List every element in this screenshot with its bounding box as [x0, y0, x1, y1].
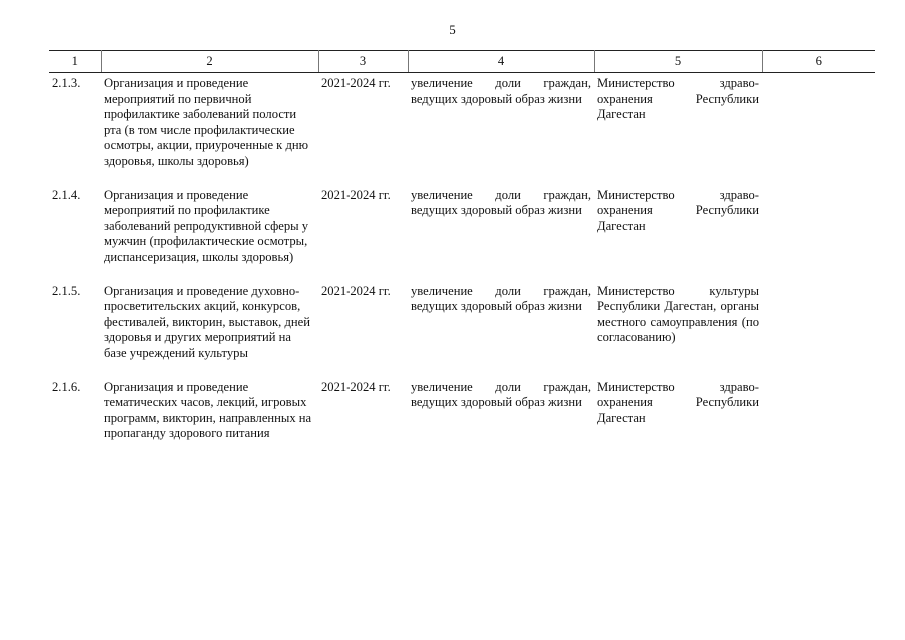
table-header-row: [49, 51, 875, 73]
activity-cell: Организация и проведение духовно-просветительских акций, конкурсов, фестивалей, викторин, выставок, дней здоровья и других мероприятий на базе учреждений культуры: [104, 283, 310, 360]
row-number: 2.1.4.: [52, 187, 81, 202]
term-cell: 2021-2024 гг.: [321, 187, 391, 202]
note-cell: [762, 73, 875, 185]
executor-cell: Министерство здраво-охранения Республики Дагестан: [597, 379, 759, 425]
column-header-3: 3: [318, 51, 408, 73]
result-cell: увеличение доли граждан, ведущих здоровый образ жизни: [411, 379, 591, 410]
table-row: [49, 73, 875, 185]
result-cell: увеличение доли граждан, ведущих здоровый образ жизни: [411, 76, 591, 106]
column-header-1: 1: [49, 51, 101, 73]
result-cell: увеличение доли граждан, ведущих здоровый образ жизни: [411, 187, 591, 218]
term-cell: 2021-2024 гг.: [321, 283, 391, 298]
term-cell: 2021-2024 гг.: [321, 379, 391, 394]
activity-cell: Организация и проведение мероприятий по первичной профилактике заболеваний полости рта (в том числе профилактические осмотры, акции, приуроченные к дню здоровья, школы здоровья): [104, 76, 309, 168]
page-number: 5: [449, 22, 456, 37]
row-number: 2.1.6.: [52, 379, 81, 394]
executor-cell: Министерство здраво-охранения Республики Дагестан: [597, 187, 759, 233]
executor-cell: Министерство здраво-охранения Республики Дагестан: [597, 76, 759, 122]
table-row: [49, 377, 875, 457]
row-number: 2.1.3.: [52, 76, 81, 90]
executor-cell: Министерство культуры Республики Дагестан, органы местного самоуправления (по согласованию): [597, 283, 759, 345]
row-number: 2.1.5.: [52, 283, 81, 298]
activity-cell: Организация и проведение тематических часов, лекций, игровых программ, викторин, направленных на пропаганду здорового питания: [104, 379, 312, 441]
column-header-6: 6: [762, 51, 875, 73]
result-cell: увеличение доли граждан, ведущих здоровый образ жизни: [411, 283, 591, 314]
table-row: [49, 281, 875, 377]
note-cell: [762, 377, 875, 457]
note-cell: [762, 281, 875, 377]
activities-table: [49, 50, 875, 457]
note-cell: [762, 185, 875, 281]
activity-cell: Организация и проведение мероприятий по профилактике заболеваний репродуктивной сферы у мужчин (профилактические осмотры, диспансеризация, школы здоровья): [104, 187, 309, 264]
column-header-2: 2: [101, 51, 318, 73]
table-row: [49, 185, 875, 281]
column-header-5: 5: [594, 51, 762, 73]
column-header-4: 4: [408, 51, 594, 73]
term-cell: 2021-2024 гг.: [321, 76, 391, 90]
